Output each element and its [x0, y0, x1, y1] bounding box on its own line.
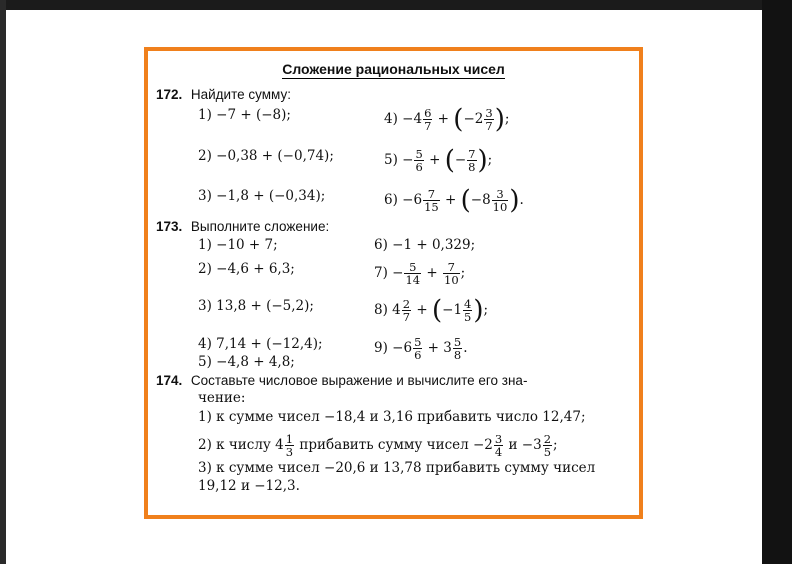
problem-172-item-1: 1) −7 + (−8);	[198, 107, 291, 123]
problem-172-item-3: 3) −1,8 + (−0,34);	[198, 188, 326, 204]
problem-173-heading: 173. Выполните сложение:	[156, 219, 330, 234]
problem-173-item-8: 8) 4 $\frac{2}{7}$ + (−1 $\frac{4}{5}$ );	[374, 295, 489, 326]
problem-173-item-5: 5) −4,8 + 4,8;	[198, 354, 295, 370]
problem-172-item-5: 5) − $\frac{5}{6}$ + (− $\frac{7}{8}$ );	[384, 145, 493, 176]
top-bar	[0, 0, 792, 10]
textbook-page	[144, 47, 643, 519]
problem-173-item-6: 6) −1 + 0,329;	[374, 237, 476, 253]
problem-172-item-6: 6) −6 $\frac{7}{15}$ + (−8 $\frac{3}{10}$ ).	[384, 185, 524, 216]
problem-172-item-2: 2) −0,38 + (−0,74);	[198, 148, 334, 164]
problem-174-item-3: 3) к сумме чисел −20,6 и 13,78 прибавить сумму чисел	[198, 460, 596, 476]
problem-174-item-1: 1) к сумме чисел −18,4 и 3,16 прибавить число 12,47;	[198, 409, 586, 425]
problem-173-item-7: 7) − $\frac{5}{14}$ + $\frac{7}{10}$ ;	[374, 260, 466, 287]
problem-173-item-1: 1) −10 + 7;	[198, 237, 278, 253]
problem-172-heading: 172. Найдите сумму:	[156, 87, 291, 102]
problem-173-item-9: 9) −6 $\frac{5}{6}$ + 3 $\frac{5}{8}$ .	[374, 335, 468, 362]
page-title: Сложение рациональных чисел	[282, 61, 505, 77]
slide	[6, 10, 762, 564]
problem-174-heading-cont: чение:	[198, 390, 246, 406]
problem-174-item-3-cont: 19,12 и −12,3.	[198, 478, 300, 494]
problem-173-item-4: 4) 7,14 + (−12,4);	[198, 336, 323, 352]
right-bar	[762, 0, 792, 564]
problem-174-heading: 174. Составьте числовое выражение и вычислите его зна-	[156, 373, 528, 388]
problem-173-item-3: 3) 13,8 + (−5,2);	[198, 298, 314, 314]
problem-172-item-4: 4) −4 $\frac{6}{7}$ + (−2 $\frac{3}{7}$ );	[384, 104, 510, 135]
problem-173-item-2: 2) −4,6 + 6,3;	[198, 261, 295, 277]
problem-174-item-2: 2) к числу 4 $\frac{1}{3}$ прибавить сумму чисел −2 $\frac{3}{4}$ и −3 $\frac{2}{5}$ ;	[198, 432, 558, 459]
